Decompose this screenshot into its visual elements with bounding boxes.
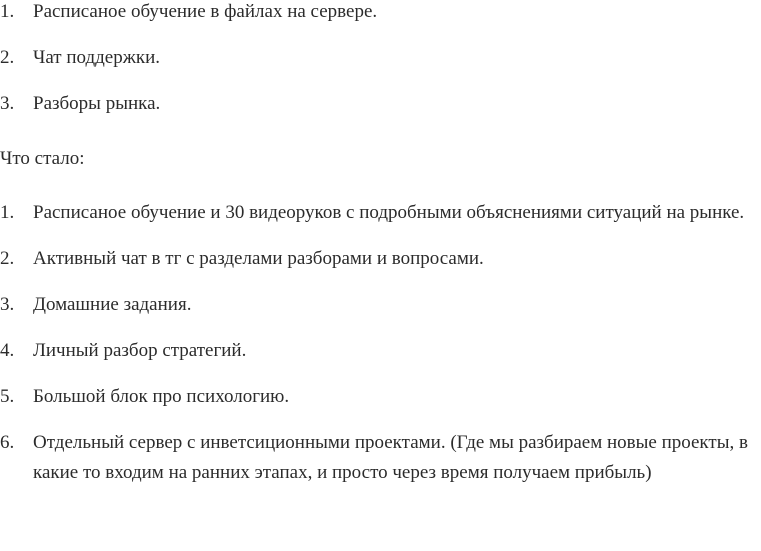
list-item-text: Большой блок про психологию.	[33, 386, 290, 407]
list-item-number: 3.	[0, 93, 15, 114]
list-item-text: Чат поддержки.	[33, 47, 161, 68]
section-paragraph: Что стало:	[0, 148, 85, 169]
list-item-number: 1.	[0, 1, 15, 22]
ordered-list-before	[0, 0, 761, 119]
list-item	[0, 43, 761, 73]
list-item-text: Активный чат в тг с разделами разборами и вопросами.	[33, 248, 484, 269]
list-item-text: Расписаное обучение в файлах на сервере.	[33, 1, 378, 22]
list-item	[0, 382, 761, 412]
list-item-text: Расписаное обучение и 30 видеоруков с подробными объяснениями ситуаций на рынке.	[33, 202, 745, 223]
list-item-text: Личный разбор стратегий.	[33, 340, 247, 361]
list-item	[0, 89, 761, 119]
list-item-text: Домашние задания.	[33, 294, 192, 315]
ordered-list-after	[0, 198, 761, 488]
list-item-number: 2.	[0, 47, 15, 68]
list-item-text: Разборы рынка.	[33, 93, 161, 114]
list-item-text: Отдельный сервер с инветсиционными проектами. (Где мы разбираем новые проекты, в какие то входим на ранних этапах, и просто через время получаем прибыль)	[33, 432, 748, 483]
list-item	[0, 244, 761, 274]
list-item-number: 6.	[0, 432, 15, 453]
list-item-number: 4.	[0, 340, 15, 361]
list-item	[0, 198, 761, 228]
list-item-number: 1.	[0, 202, 15, 223]
list-item	[0, 428, 761, 488]
list-item-number: 5.	[0, 386, 15, 407]
list-item	[0, 290, 761, 320]
list-item	[0, 0, 761, 27]
list-item-number: 2.	[0, 248, 15, 269]
list-item	[0, 336, 761, 366]
list-item-number: 3.	[0, 294, 15, 315]
